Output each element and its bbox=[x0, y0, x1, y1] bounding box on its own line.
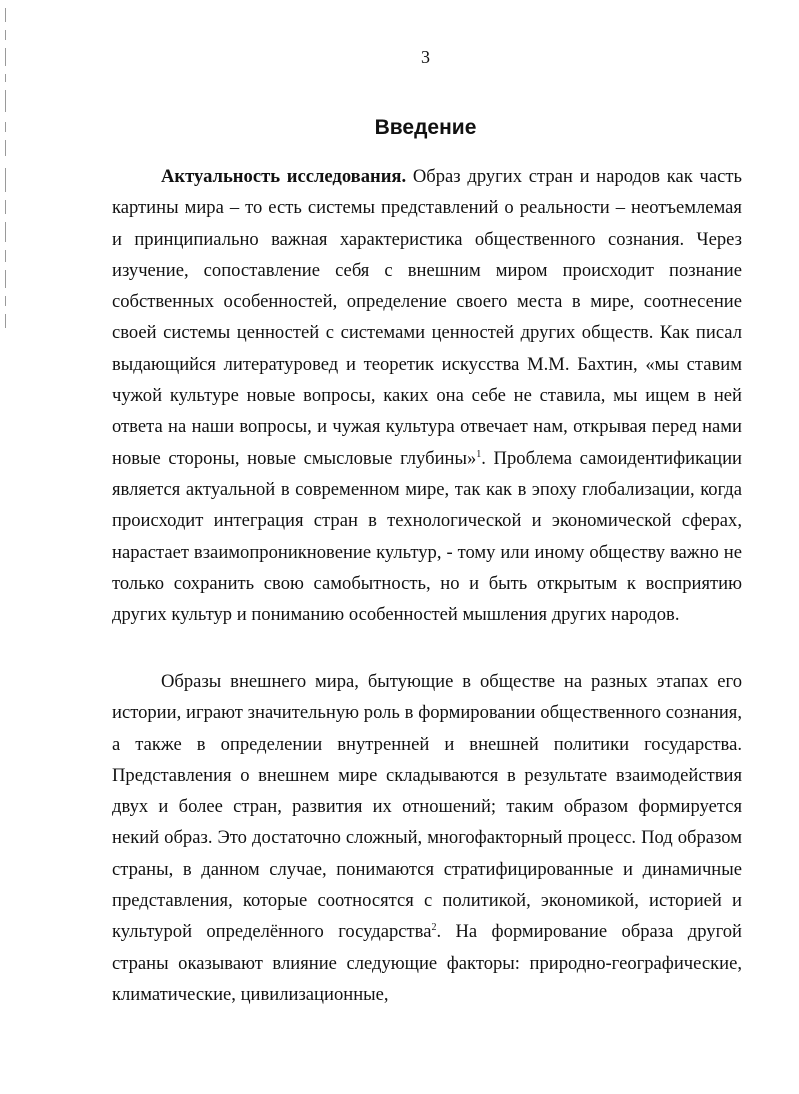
paragraph-text-continued: . Проблема самоидентификации является актуальной в современном мире, так как в эпоху глобализации, когда происходит интеграция стран в технологической и экономической сферах, нарастает взаимопроникновение культур, - тому или иному обществу важно не только сохранить свою самобытность, но и быть открытым к восприятию других культур и пониманию особенностей мышления других народов. bbox=[112, 447, 742, 626]
paragraph-world-images bbox=[112, 666, 742, 1010]
footnote-marker: 1 bbox=[476, 448, 482, 460]
paragraph-text-continued: . На формирование образа другой страны оказывают влияние следующие факторы: природно-географические, климатические, цивилизационные, bbox=[112, 921, 742, 1005]
paragraph-text: Образы внешнего мира, бытующие в обществе на разных этапах его истории, играют значительную роль в формировании общественного сознания, а также в определении внутренней и внешней политики государства. Представления о внешнем мире складываются в результате взаимодействия двух и более стран, развития их отношений; таким образом формируется некий образ. Это достаточно сложный, многофакторный процесс. Под образом страны, в данном случае, понимаются стратифицированные и динамичные представления, которые соотносятся с политикой, экономикой, историей и культурой определённого государства bbox=[112, 671, 742, 943]
paragraph-lead: Актуальность исследования. bbox=[161, 166, 407, 187]
paragraph-relevance bbox=[112, 161, 742, 630]
footnote-marker: 2 bbox=[431, 922, 437, 934]
paragraph-text: Образ других стран и народов как часть картины мира – то есть системы представлений о реальности – неотъемлемая и принципиально важная характеристика общественного сознания. Через изучение, сопоставление себя с внешним миром происходит познание собственных особенностей, определение своего места в мире, соотнесение своей системы ценностей с системами ценностей других обществ. Как писал выдающийся литературовед и теоретик искусства М.М. Бахтин, «мы ставим чужой культуре новые вопросы, каких она себе не ставила, мы ищем в ней ответа на наши вопросы, и чужая культура отвечает нам, открывая перед нами новые стороны, новые смысловые глубины» bbox=[112, 166, 743, 469]
section-heading: Введение bbox=[374, 116, 477, 139]
page-number: 3 bbox=[421, 47, 430, 67]
